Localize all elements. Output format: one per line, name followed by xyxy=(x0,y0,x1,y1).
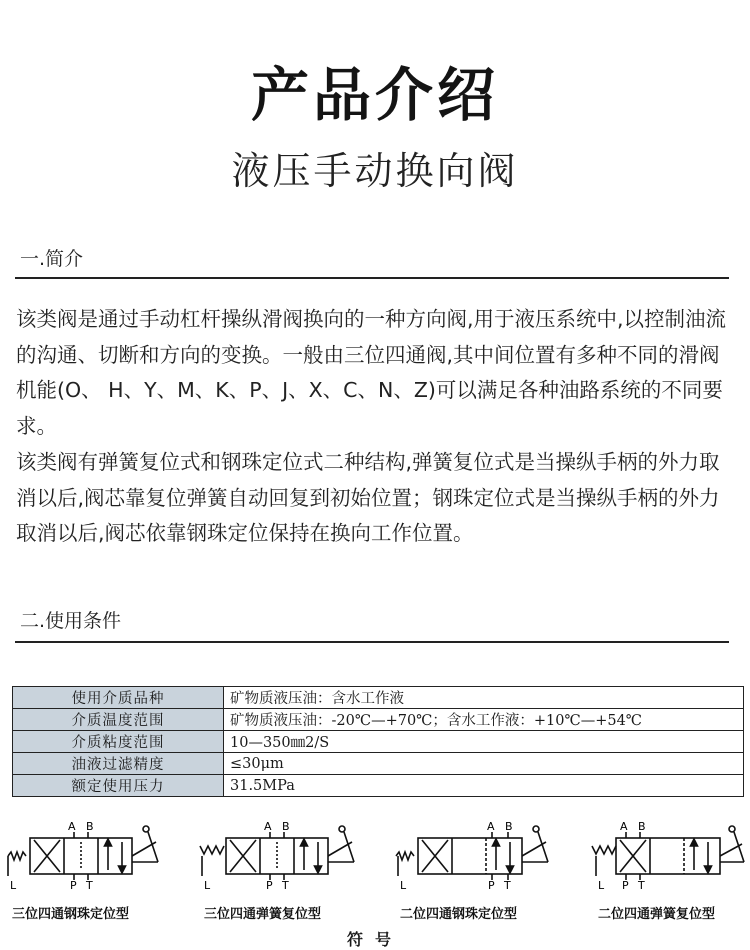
port-label-l: L xyxy=(400,879,407,892)
conditions-table xyxy=(12,686,744,797)
port-label-p: P xyxy=(266,879,273,892)
port-label-t: T xyxy=(638,879,645,892)
table-row xyxy=(13,775,744,797)
condition-key: 油液过滤精度 xyxy=(13,753,224,775)
valve-symbol-diagrams xyxy=(0,818,750,910)
port-label-b: B xyxy=(86,820,94,833)
diagram-caption: 符号 xyxy=(346,930,403,949)
valve-2pos-spring-symbol xyxy=(592,826,744,880)
valve-2pos-detent-symbol xyxy=(396,826,548,880)
port-label-b: B xyxy=(638,820,646,833)
port-label-p: P xyxy=(622,879,629,892)
condition-key: 介质温度范围 xyxy=(13,709,224,731)
port-label-l: L xyxy=(598,879,605,892)
intro-text xyxy=(16,302,738,552)
port-label-a: A xyxy=(487,820,495,833)
condition-value: 10—350㎜2/S xyxy=(224,731,744,753)
port-label-a: A xyxy=(68,820,76,833)
valve-3pos-detent-symbol xyxy=(8,826,158,880)
condition-key: 使用介质品种 xyxy=(13,687,224,709)
table-row xyxy=(13,731,744,753)
section-rule-conditions xyxy=(15,641,729,643)
condition-value: 矿物质液压油：-20℃—+70℃；含水工作液：+10℃—+54℃ xyxy=(224,709,744,731)
port-label-b: B xyxy=(282,820,290,833)
table-row xyxy=(13,753,744,775)
section-heading-conditions: 二.使用条件 xyxy=(20,610,122,632)
condition-value: 31.5MPa xyxy=(224,775,744,797)
port-label-p: P xyxy=(70,879,77,892)
section-heading-intro: 一.简介 xyxy=(20,248,84,270)
diagram-label: 三位四通钢珠定位型 xyxy=(12,907,130,922)
port-label-b: B xyxy=(505,820,513,833)
diagram-label: 三位四通弹簧复位型 xyxy=(204,907,322,922)
section-rule-intro xyxy=(15,277,729,279)
port-label-t: T xyxy=(86,879,93,892)
condition-key: 额定使用压力 xyxy=(13,775,224,797)
condition-value: ≤30μm xyxy=(224,753,744,775)
port-label-a: A xyxy=(620,820,628,833)
intro-paragraph: 该类阀有弹簧复位式和钢珠定位式二种结构,弹簧复位式是当操纵手柄的外力取消以后,阀芯靠复位弹簧自动回复到初始位置；钢珠定位式是当操纵手柄的外力取消以后,阀芯依靠钢珠定位保持在换向工作位置。 xyxy=(16,449,720,546)
condition-key: 介质粘度范围 xyxy=(13,731,224,753)
page-title: 产品介绍 xyxy=(250,61,499,129)
port-label-a: A xyxy=(264,820,272,833)
port-label-l: L xyxy=(10,879,17,892)
diagram-label: 二位四通弹簧复位型 xyxy=(598,907,716,922)
intro-paragraph: 该类阀是通过手动杠杆操纵滑阀换向的一种方向阀,用于液压系统中,以控制油流的沟通、切断和方向的变换。一般由三位四通阀,其中间位置有多种不同的滑阀机能(O、 H、Y、M、K、P、J、X、C、N、Z)可以满足各种油路系统的不同要求。 xyxy=(16,307,727,439)
port-label-p: P xyxy=(488,879,495,892)
page-subtitle: 液压手动换向阀 xyxy=(231,149,519,193)
table-row xyxy=(13,709,744,731)
port-label-l: L xyxy=(204,879,211,892)
port-label-t: T xyxy=(282,879,289,892)
condition-value: 矿物质液压油：含水工作液 xyxy=(224,687,744,709)
table-row xyxy=(13,687,744,709)
valve-3pos-spring-symbol xyxy=(200,826,354,880)
port-label-t: T xyxy=(504,879,511,892)
diagram-label: 二位四通钢珠定位型 xyxy=(400,907,518,922)
